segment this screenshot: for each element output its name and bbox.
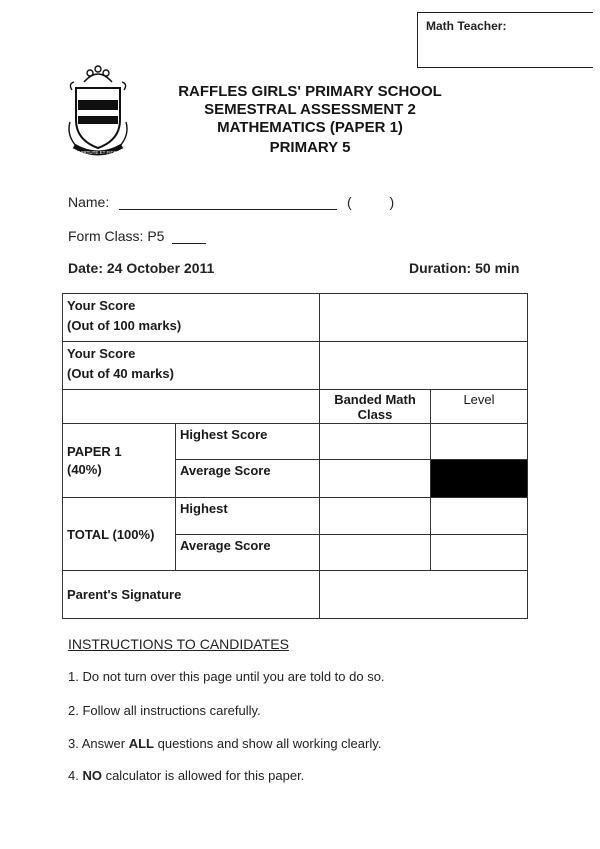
- name-input-line[interactable]: [119, 209, 337, 210]
- level-title: PRIMARY 5: [269, 139, 351, 156]
- math-teacher-label: Math Teacher:: [426, 19, 507, 33]
- form-class-label: Form Class: P5: [68, 228, 165, 244]
- school-crest-logo: [62, 62, 134, 160]
- exam-duration: Duration: 50 min: [409, 260, 520, 276]
- score-40-value[interactable]: [320, 342, 528, 390]
- school-name: RAFFLES GIRLS' PRIMARY SCHOOL: [178, 83, 442, 100]
- paper1-label: PAPER 1 (40%): [63, 424, 176, 498]
- instructions-title: INSTRUCTIONS TO CANDIDATES: [68, 636, 289, 652]
- total-highest-banded-cell[interactable]: [320, 498, 431, 535]
- score-table: [62, 293, 528, 619]
- name-label: Name:: [68, 194, 110, 210]
- index-paren-open: (: [347, 194, 352, 210]
- total-average-banded-cell[interactable]: [320, 535, 431, 571]
- crest-motto: VIRTUTE ET FIDE: [79, 150, 117, 155]
- paper1-average-level-shaded: [431, 460, 528, 498]
- subject-title: MATHEMATICS (PAPER 1): [217, 119, 403, 136]
- score-40-label: Your Score (Out of 40 marks): [63, 342, 320, 390]
- total-highest-label: Highest: [176, 498, 320, 535]
- paper1-highest-score-label: Highest Score: [176, 424, 320, 460]
- total-average-score-label: Average Score: [176, 535, 320, 571]
- instruction-3: 3. Answer ALL questions and show all working clearly.: [68, 736, 382, 751]
- header-blank-cell: [63, 390, 320, 424]
- form-class-row: [68, 228, 206, 244]
- col-banded-math-class: Banded Math Class: [320, 390, 431, 424]
- index-paren-close: ): [389, 194, 395, 210]
- total-label: TOTAL (100%): [63, 498, 176, 571]
- col-level: Level: [431, 390, 528, 424]
- assessment-title: SEMESTRAL ASSESSMENT 2: [204, 101, 416, 118]
- form-class-input-line[interactable]: [172, 243, 206, 244]
- instruction-2: 2. Follow all instructions carefully.: [68, 703, 261, 718]
- score-100-value[interactable]: [320, 294, 528, 342]
- total-highest-level-cell[interactable]: [431, 498, 528, 535]
- parent-signature-field[interactable]: [320, 571, 528, 619]
- math-teacher-box: [417, 12, 593, 68]
- total-average-level-cell[interactable]: [431, 535, 528, 571]
- paper1-highest-level-cell[interactable]: [431, 424, 528, 460]
- paper1-average-banded-cell[interactable]: [320, 460, 431, 498]
- instruction-4: 4. NO calculator is allowed for this paper.: [68, 768, 305, 783]
- name-row: [68, 194, 394, 210]
- score-100-label: Your Score (Out of 100 marks): [63, 294, 320, 342]
- paper1-average-score-label: Average Score: [176, 460, 320, 498]
- parent-signature-label: Parent's Signature: [63, 571, 320, 619]
- exam-date: Date: 24 October 2011: [68, 260, 215, 276]
- paper1-highest-banded-cell[interactable]: [320, 424, 431, 460]
- instruction-1: 1. Do not turn over this page until you are told to do so.: [68, 669, 385, 684]
